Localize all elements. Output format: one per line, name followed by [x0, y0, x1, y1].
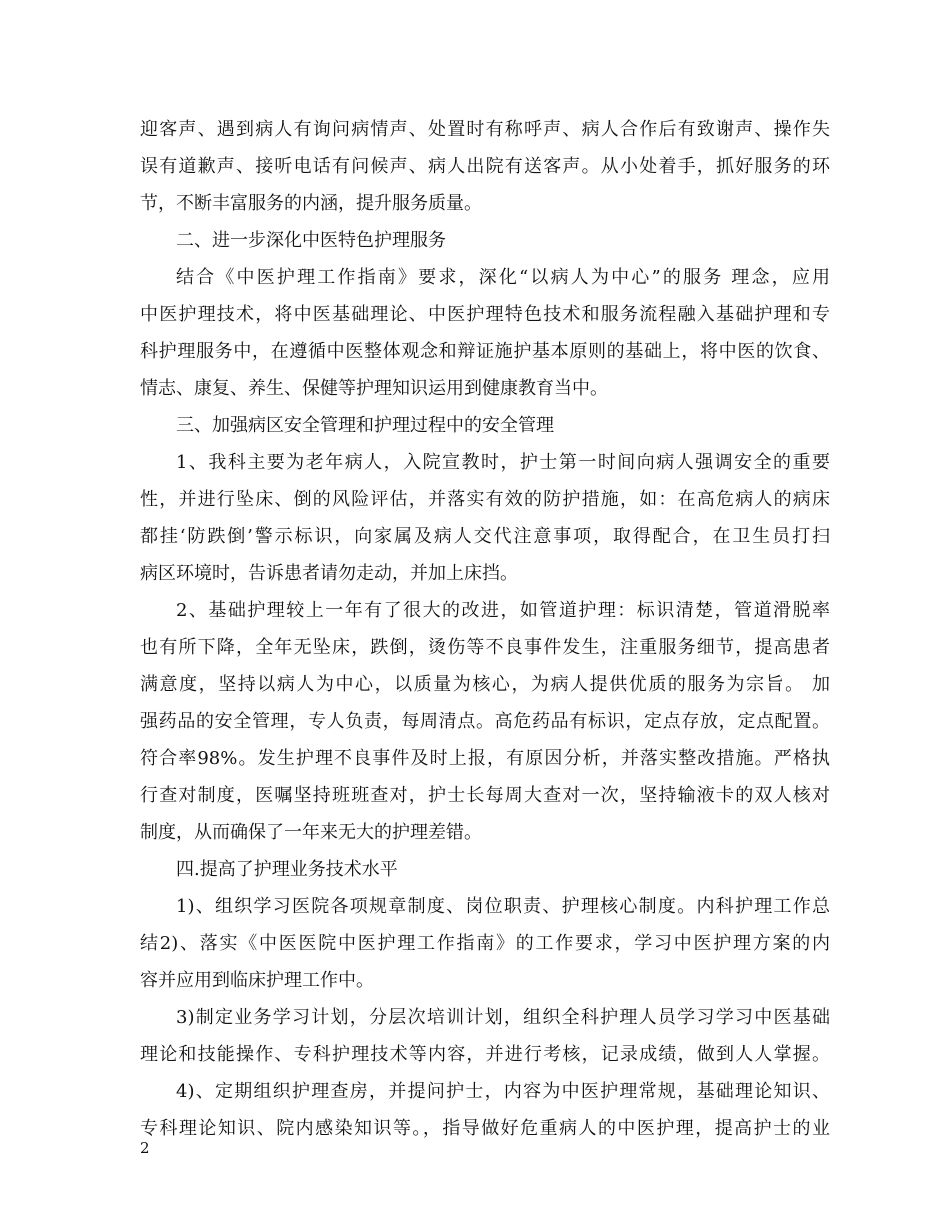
text-line: 2、基础护理较上一年有了很大的改进，如管道护理：标识清楚，管道滑脱率	[176, 600, 830, 621]
text-line: 结合《中医护理工作指南》要求，深化“以病人为中心”的服务 理念，应用	[176, 267, 830, 288]
text-line: 也有所下降，全年无坠床，跌倒，烫伤等不良事件发生，注重服务细节，提高患者	[140, 637, 830, 658]
text-line: 误有道歉声、接听电话有问候声、病人出院有送客声。从小处着手，抓好服务的环	[140, 156, 830, 177]
text-line: 1、我科主要为老年病人，入院宣教时，护士第一时间向病人强调安全的重要	[176, 452, 830, 473]
text-line: 节，不断丰富服务的内涵，提升服务质量。	[140, 193, 482, 214]
text-line: 性，并进行坠床、倒的风险评估，并落实有效的防护措施，如：在高危病人的病床	[140, 489, 830, 510]
text-line: 行查对制度，医嘱坚持班班查对，护士长每周大查对一次，坚持输液卡的双人核对	[140, 785, 830, 806]
section-heading: 四.提高了护理业务技术水平	[176, 859, 398, 880]
text-line: 迎客声、遇到病人有询问病情声、处置时有称呼声、病人合作后有致谢声、操作失	[140, 119, 830, 140]
text-line: 4)、定期组织护理查房，并提问护士，内容为中医护理常规，基础理论知识、	[176, 1081, 830, 1102]
text-line: 中医护理技术，将中医基础理论、中医护理特色技术和服务流程融入基础护理和专	[140, 304, 830, 325]
text-line: 病区环境时，告诉患者请勿走动，并加上床挡。	[140, 563, 518, 584]
text-line: 科护理服务中，在遵循中医整体观念和辩证施护基本原则的基础上，将中医的饮食、	[140, 341, 830, 362]
text-line: 3)制定业务学习计划，分层次培训计划，组织全科护理人员学习学习中医基础	[176, 1007, 830, 1028]
text-line: 容并应用到临床护理工作中。	[140, 970, 374, 991]
text-line: 都挂‘防跌倒’警示标识，向家属及病人交代注意事项，取得配合，在卫生员打扫	[140, 526, 830, 547]
text-line: 满意度，坚持以病人为中心，以质量为核心，为病人提供优质的服务为宗旨。 加	[140, 674, 830, 695]
section-heading: 二、进一步深化中医特色护理服务	[176, 230, 446, 251]
text-line: 结2)、落实《中医医院中医护理工作指南》的工作要求，学习中医护理方案的内	[140, 933, 830, 954]
text-line: 理论和技能操作、专科护理技术等内容，并进行考核，记录成绩，做到人人掌握。	[140, 1044, 830, 1065]
text-line: 制度，从而确保了一年来无大的护理差错。	[140, 822, 482, 843]
text-line: 强药品的安全管理，专人负责，每周清点。高危药品有标识，定点存放，定点配置。	[140, 711, 830, 732]
section-heading: 三、加强病区安全管理和护理过程中的安全管理	[176, 415, 554, 436]
text-line: 1)、组织学习医院各项规章制度、岗位职责、护理核心制度。内科护理工作总	[176, 896, 830, 917]
text-line: 符合率98%。发生护理不良事件及时上报，有原因分析，并落实整改措施。严格执	[140, 748, 830, 769]
text-line: 专科理论知识、院内感染知识等。，指导做好危重病人的中医护理，提高护士的业	[140, 1118, 830, 1139]
page-number: 2	[140, 1139, 150, 1157]
text-line: 情志、康复、养生、保健等护理知识运用到健康教育当中。	[140, 378, 608, 399]
